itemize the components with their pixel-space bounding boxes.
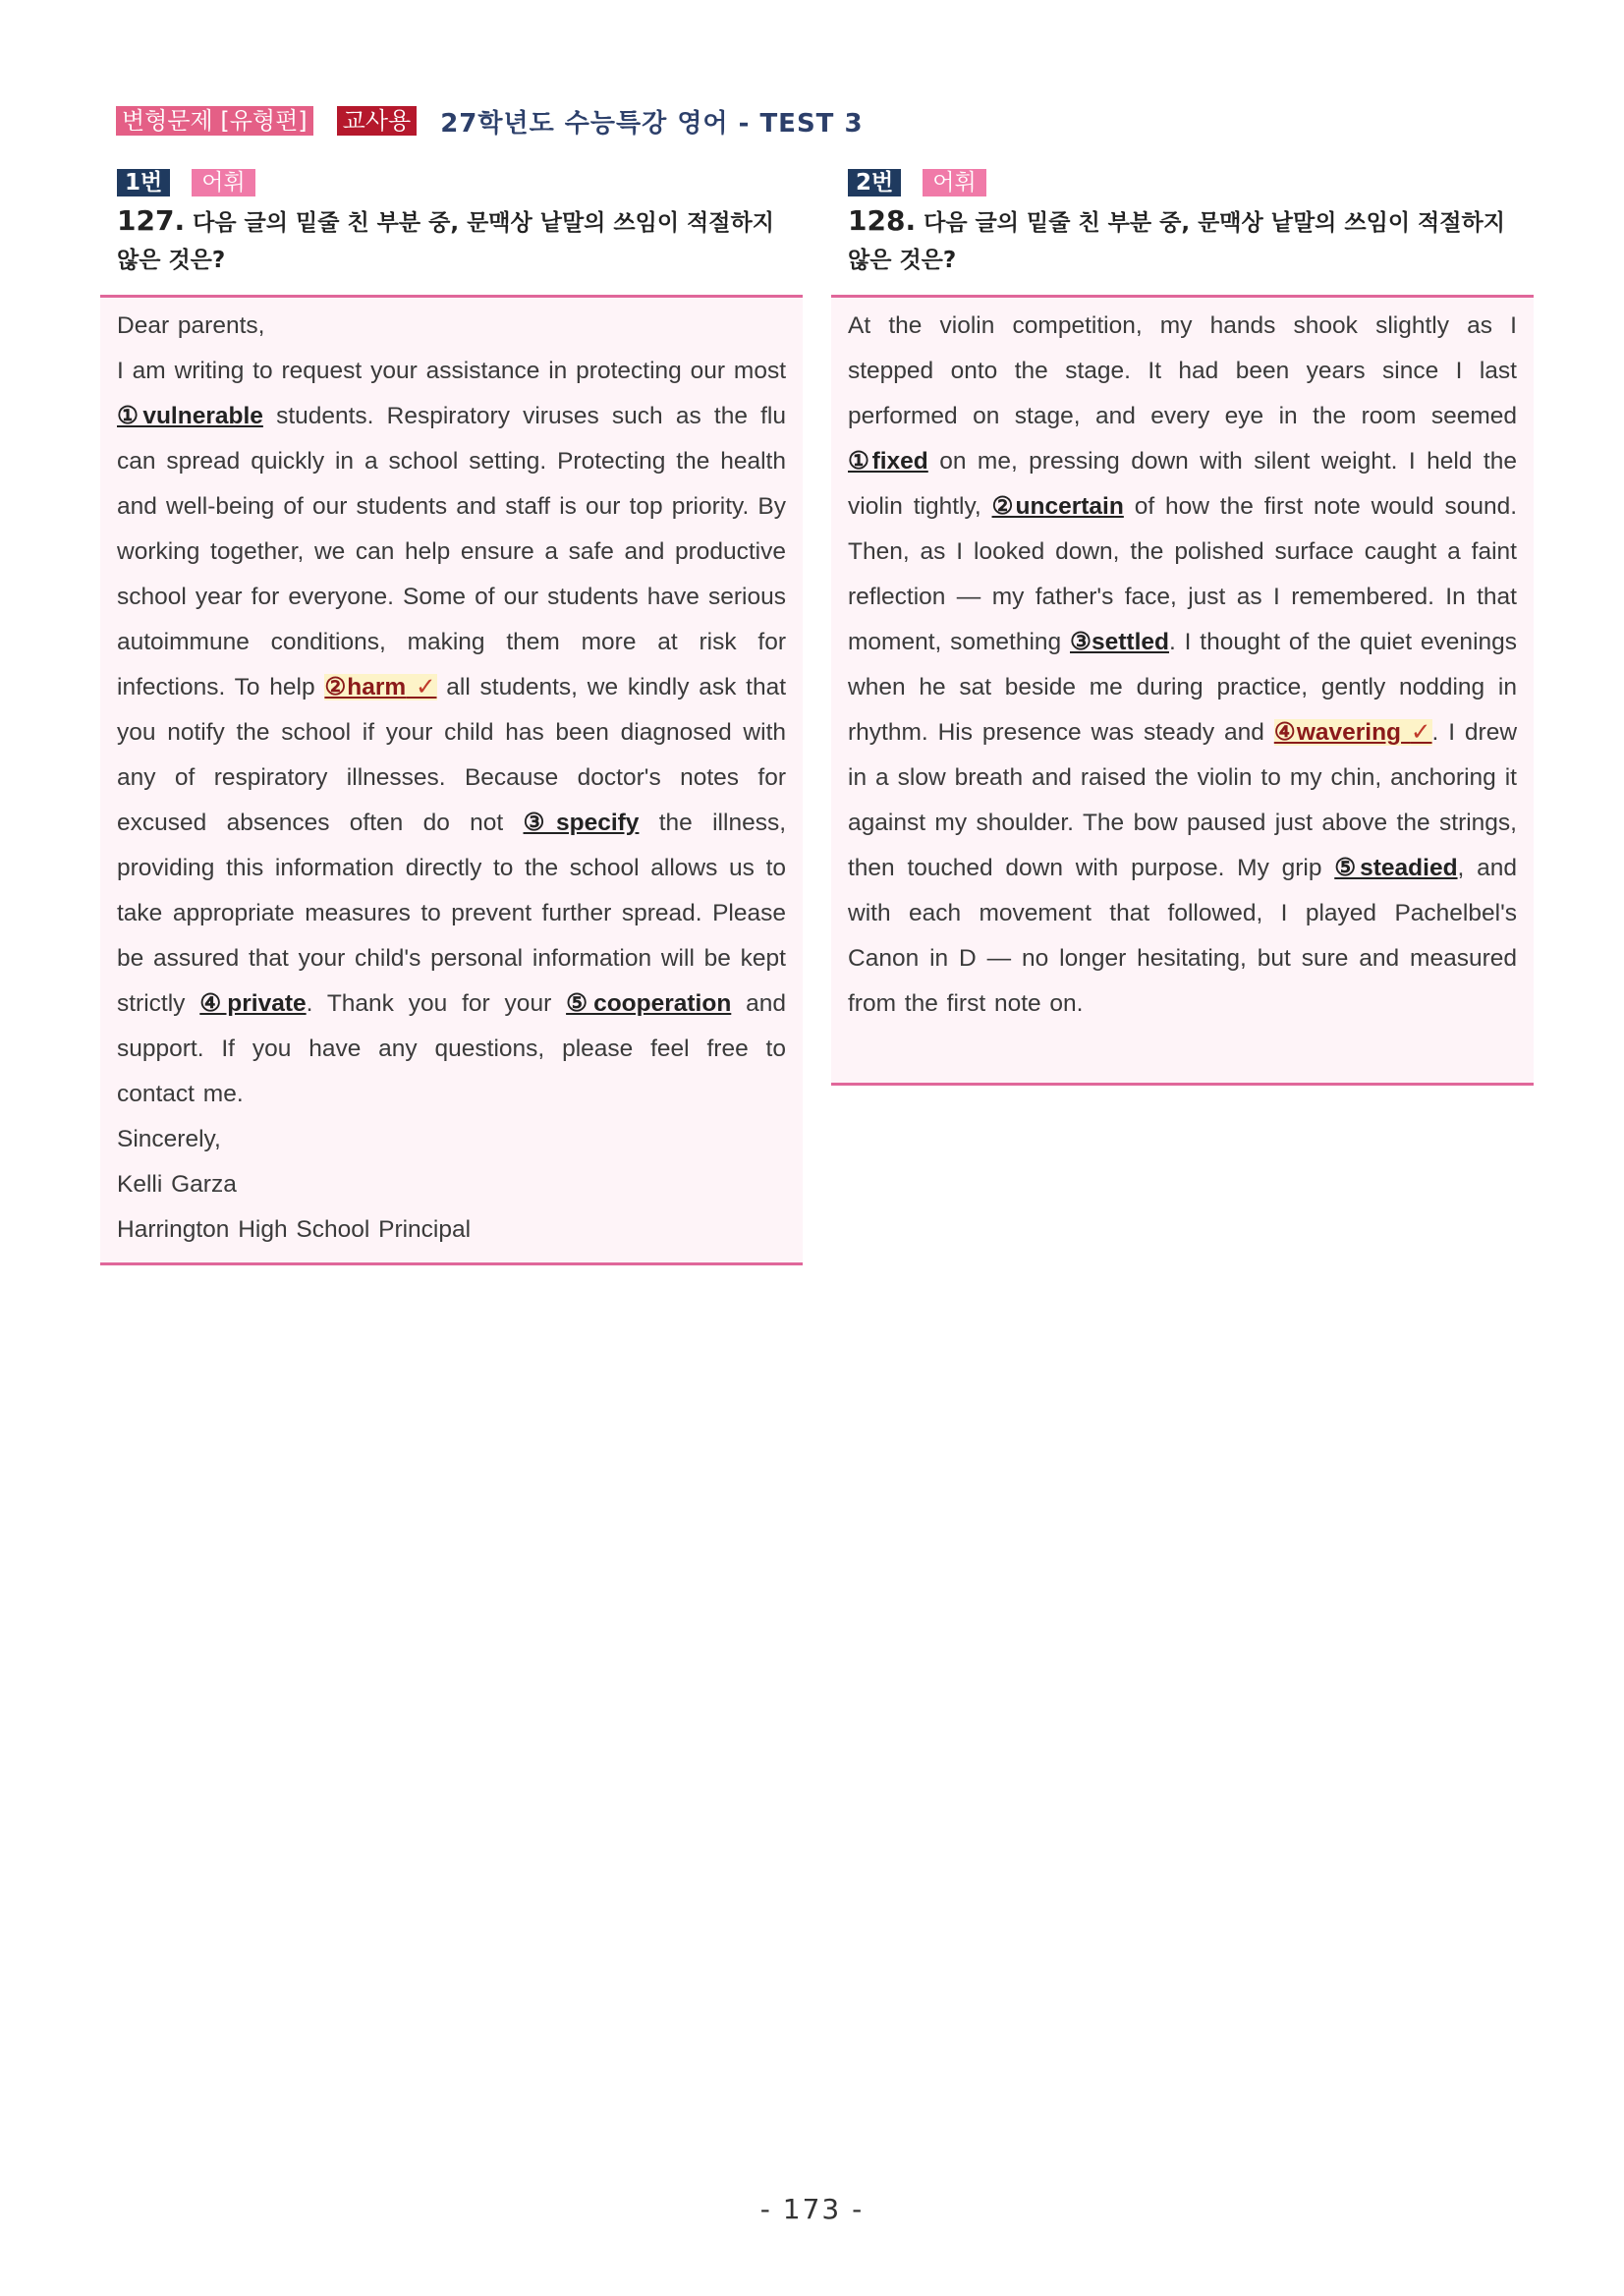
- page-title: 27학년도 수능특강 영어 - TEST 3: [440, 108, 864, 139]
- question-number-tag: 1번: [117, 169, 170, 196]
- question-prompt: [117, 202, 803, 279]
- choice-3: ③specify: [523, 810, 640, 836]
- passage-text: At the violin competition, my hands shook slightly as I stepped onto the stage. It had been years since I last performed on stage, and every eye in the room seemed ①fixed on me, pressing down with silent weight. I held the violin tightly, ②uncertain of how the first note would sound. Then, as I looked down, the polished surface caught a faint reflection — my father's face, just as I remembered. In that moment, something ③settled. I thought of the quiet evenings when he sat beside me during practice, gently nodding in rhythm. His presence was steady and ④wavering ✓. I drew in a slow breath and raised the violin to my chin, anchoring it against my shoulder. The bow paused just above the strings, then touched down with purpose. My grip ⑤steadied, and with each movement that followed, I played Pachelbel's Canon in D — no longer hesitating, but sure and measured from the first note on.: [848, 312, 1518, 1017]
- question-1: [100, 169, 803, 1243]
- passage-box: [831, 295, 1534, 1086]
- choice-5: ⑤cooperation: [566, 990, 732, 1017]
- category-tag: 어휘: [192, 169, 254, 196]
- signer-name: Kelli Garza: [117, 1171, 237, 1198]
- question-text: 다음 글의 밑줄 친 부분 중, 문맥상 낱말의 쓰임이 적절하지 않은 것은?: [117, 210, 774, 273]
- check-icon: ✓: [1410, 719, 1432, 746]
- check-icon: ✓: [416, 674, 437, 700]
- question-text: 다음 글의 밑줄 친 부분 중, 문맥상 낱말의 쓰임이 적절하지 않은 것은?: [848, 210, 1505, 273]
- greeting: Dear parents,: [117, 312, 265, 339]
- passage-text: [117, 304, 786, 1253]
- question-number: 127.: [117, 204, 186, 237]
- choice-4: ④private: [199, 990, 307, 1017]
- page-header: [116, 102, 864, 140]
- passage-box: [100, 295, 803, 1265]
- teacher-badge: 교사용: [337, 106, 418, 136]
- question-number-tag: 2번: [848, 169, 901, 196]
- choice-1: ①vulnerable: [117, 403, 263, 429]
- question-number: 128.: [848, 204, 917, 237]
- category-tag: 어휘: [923, 169, 985, 196]
- signer-title: Harrington High School Principal: [117, 1216, 472, 1243]
- choice-3: ③settled: [1070, 629, 1169, 655]
- choice-4-answer: ④wavering ✓: [1273, 719, 1432, 746]
- question-prompt: [848, 202, 1534, 279]
- choice-1: ①fixed: [848, 448, 928, 475]
- closing: Sincerely,: [117, 1126, 221, 1152]
- choice-2-answer: ②harm ✓: [324, 674, 437, 700]
- type-badge: 변형문제 [유형편]: [116, 106, 313, 136]
- page-number: - 173 -: [759, 2193, 865, 2225]
- choice-2: ②uncertain: [991, 493, 1124, 520]
- question-2-header: [831, 169, 1534, 279]
- question-2: [831, 169, 1534, 1017]
- question-1-header: [100, 169, 803, 279]
- letter-body: I am writing to request your assistance in protecting our most ①vulnerable students. Respiratory viruses such as the flu can spread quickly in a school setting. Protecting the health and well-being of our students and staff is our top priority. By working together, we can help ensure a safe and productive school year for everyone. Some of our students have serious autoimmune conditions, making them more at risk for infections. To help ②harm ✓ all students, we kindly ask that you notify the school if your child has been diagnosed with any of respiratory illnesses. Because doctor's notes for excused absences often do not ③specify the illness, providing this information directly to the school allows us to take appropriate measures to prevent further spread. Please be assured that your child's personal information will be kept strictly ④private. Thank you for your ⑤cooperation and support. If you have any questions, please feel free to contact me.: [117, 358, 787, 1107]
- choice-5: ⑤steadied: [1334, 855, 1458, 881]
